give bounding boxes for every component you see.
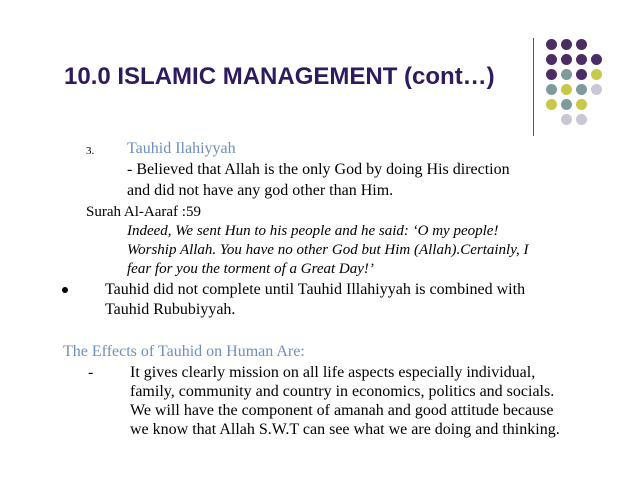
dot <box>561 69 572 80</box>
bullet-line-2: Tauhid Rububiyyah. <box>105 301 236 318</box>
dot <box>546 39 557 50</box>
dot <box>546 99 557 110</box>
bullet-icon <box>62 287 68 293</box>
quote-line-2: Worship Allah. You have no other God but Him (Allah).Certainly, I <box>127 242 529 258</box>
item-line-2: and did not have any god other than Him. <box>127 182 394 199</box>
dot <box>576 39 587 50</box>
effects-line-2: family, community and country in economics, politics and socials. <box>130 383 555 400</box>
bullet-line-1: Tauhid did not complete until Tauhid Illahiyyah is combined with <box>105 281 526 298</box>
item-heading: Tauhid Ilahiyyah <box>127 140 236 157</box>
effects-dash: - <box>88 364 94 381</box>
dot <box>576 114 587 125</box>
dot <box>576 99 587 110</box>
dot <box>591 84 602 95</box>
effects-line-1: It gives clearly mission on all life aspects especially individual, <box>130 364 536 381</box>
effects-heading: The Effects of Tauhid on Human Are: <box>63 343 305 360</box>
dot <box>576 54 587 65</box>
dot <box>576 69 587 80</box>
dot <box>561 54 572 65</box>
surah-reference: Surah Al-Aaraf :59 <box>86 204 201 220</box>
dot <box>591 54 602 65</box>
effects-line-3: We will have the component of amanah and good attitude because <box>130 402 554 419</box>
dot <box>561 39 572 50</box>
item-line-1: - Believed that Allah is the only God by doing His direction <box>127 161 510 178</box>
dot <box>561 114 572 125</box>
slide-title: 10.0 ISLAMIC MANAGEMENT (cont…) <box>64 63 495 90</box>
effects-line-4: we know that Allah S.W.T can see what we are doing and thinking. <box>130 421 560 438</box>
dot <box>546 54 557 65</box>
dot <box>591 69 602 80</box>
item-number: 3. <box>86 145 95 157</box>
quote-line-1: Indeed, We sent Hun to his people and he said: ‘O my people! <box>127 223 499 239</box>
dot <box>561 99 572 110</box>
dot <box>546 69 557 80</box>
dot <box>546 84 557 95</box>
dot <box>561 84 572 95</box>
quote-line-3: fear for you the torment of a Great Day!’ <box>127 261 374 277</box>
dot <box>576 84 587 95</box>
vertical-divider <box>533 38 534 136</box>
